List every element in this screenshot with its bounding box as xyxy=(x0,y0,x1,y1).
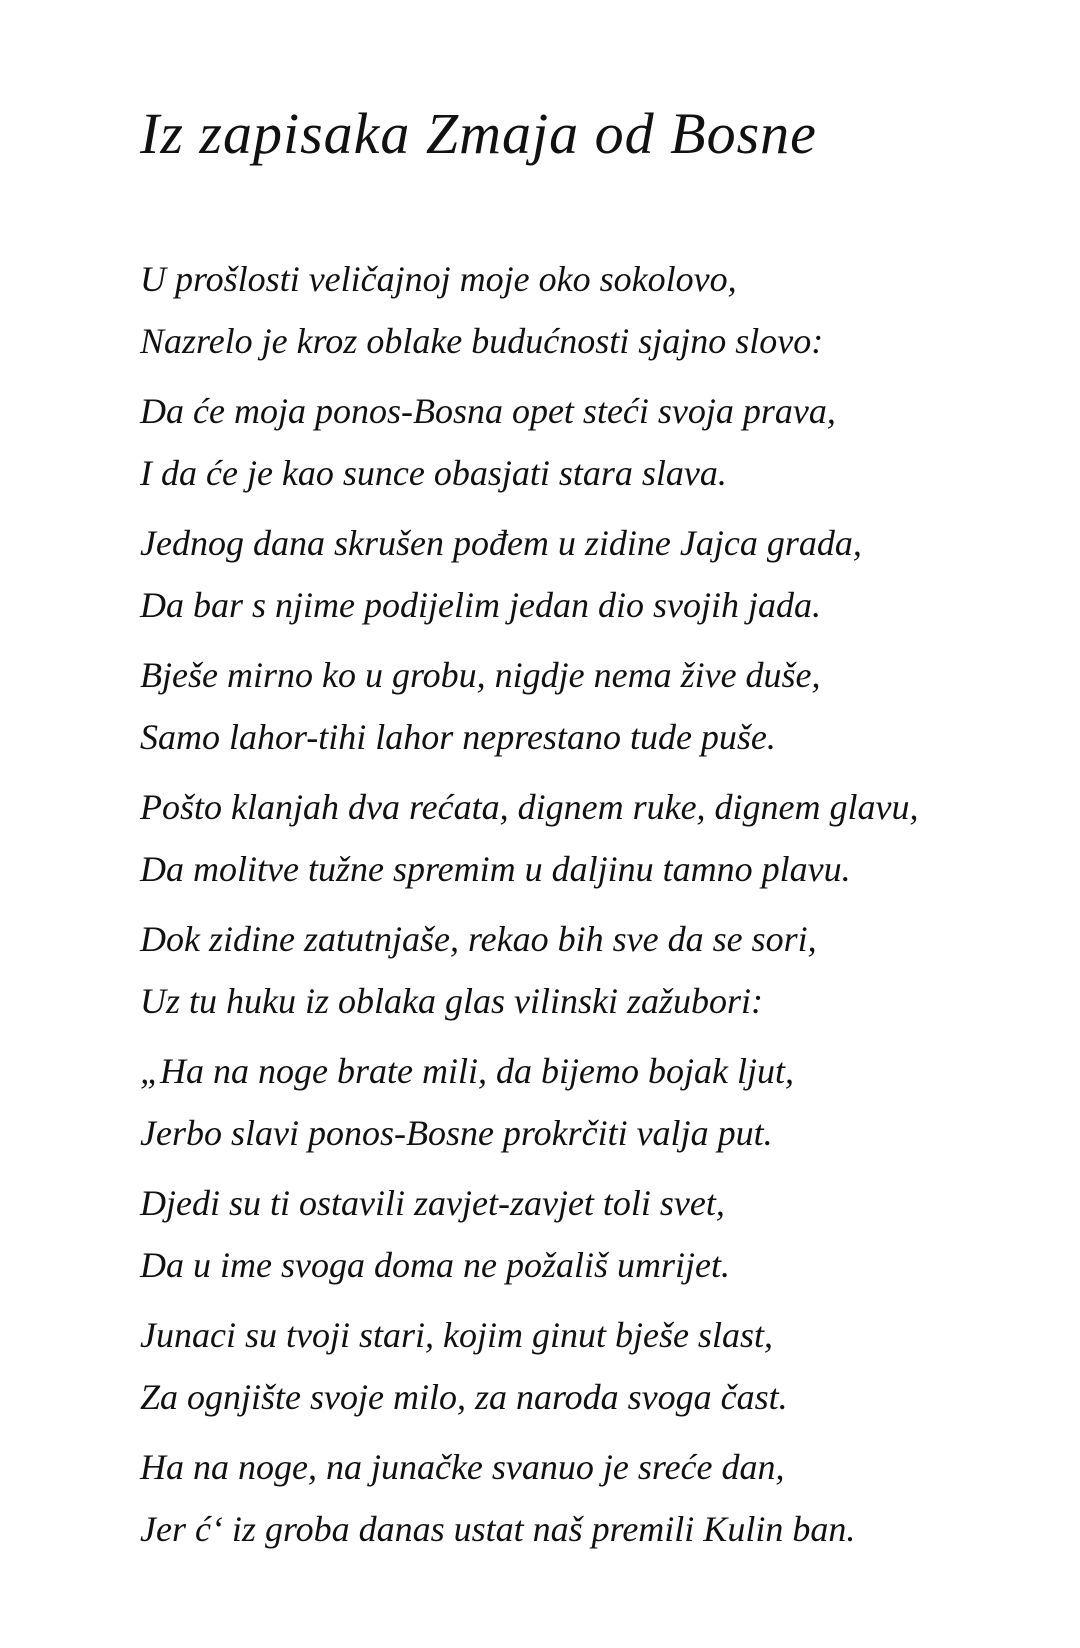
poem-line: Jednog dana skrušen pođem u zidine Jajca grada, xyxy=(140,523,862,563)
poem-title: Iz zapisaka Zmaja od Bosne xyxy=(140,101,817,166)
poem-line: Junaci su tvoji stari, kojim ginut bješe slast, xyxy=(140,1315,773,1355)
poem-line: Samo lahor-tihi lahor neprestano tude puše. xyxy=(140,717,776,757)
poem-line: Nazrelo je kroz oblake budućnosti sjajno slovo: xyxy=(140,321,824,361)
stanza xyxy=(140,644,990,768)
poem-line: Da bar s njime podijelim jedan dio svojih jada. xyxy=(140,585,821,625)
poem-line: Da će moja ponos-Bosna opet steći svoja prava, xyxy=(140,391,836,431)
poem-line: Uz tu huku iz oblaka glas vilinski zažubori: xyxy=(140,981,763,1021)
stanza xyxy=(140,248,990,372)
stanza xyxy=(140,512,990,636)
poem-line: Jerbo slavi ponos-Bosne prokrčiti valja put. xyxy=(140,1113,773,1153)
poem-line: Jer ć‘ iz groba danas ustat naš premili Kulin ban. xyxy=(140,1509,856,1549)
poem-line: „Ha na noge brate mili, da bijemo bojak ljut, xyxy=(140,1051,794,1091)
poem-line: Pošto klanjah dva rećata, dignem ruke, dignem glavu, xyxy=(140,787,919,827)
stanza xyxy=(140,908,990,1032)
stanza xyxy=(140,1304,990,1428)
stanza xyxy=(140,776,990,900)
poem-line: Za ognjište svoje milo, za naroda svoga čast. xyxy=(140,1377,788,1417)
stanza xyxy=(140,1172,990,1296)
poem-line: Dok zidine zatutnjaše, rekao bih sve da se sori, xyxy=(140,919,817,959)
poem-line: Da u ime svoga doma ne požališ umrijet. xyxy=(140,1245,730,1285)
poem-line: U prošlosti veličajnoj moje oko sokolovo, xyxy=(140,259,737,299)
stanza xyxy=(140,1436,990,1560)
poem-line: Bješe mirno ko u grobu, nigdje nema žive duše, xyxy=(140,655,821,695)
poem-line: I da će je kao sunce obasjati stara slava. xyxy=(140,453,727,493)
poem-line: Da molitve tužne spremim u daljinu tamno plavu. xyxy=(140,849,851,889)
stanza xyxy=(140,380,990,504)
stanza xyxy=(140,1040,990,1164)
poem-line: Djedi su ti ostavili zavjet-zavjet toli svet, xyxy=(140,1183,725,1223)
poem-line: Ha na noge, na junačke svanuo je sreće dan, xyxy=(140,1447,785,1487)
